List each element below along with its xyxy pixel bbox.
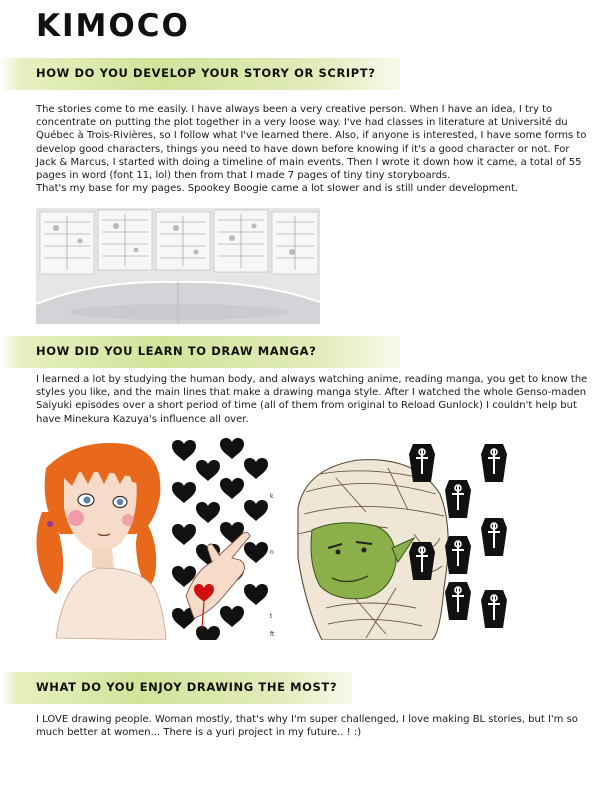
section-2-paragraph-1: I learned a lot by studying the human body, and always watching anime, reading manga, you get to know the styles you like, and the main lines that make a drawing manga style. After I watched the whole Genso-maden Saiyuki episodes over a short period of time (all of them from original to Reload Gunlock) I couldn't help but have Minekura Kazuya's influence all over. — [36, 374, 588, 425]
section-2-heading: HOW DID YOU LEARN TO DRAW MANGA? — [36, 344, 317, 358]
section-3-heading: WHAT DO YOU ENJOY DRAWING THE MOST? — [36, 680, 338, 694]
storyboard-photo-illustration — [36, 208, 320, 324]
section-1-body — [36, 103, 592, 195]
art-letter-n: n — [270, 549, 274, 556]
art-letter-ft: ft — [270, 631, 275, 638]
manga-artwork-illustration — [36, 438, 528, 640]
section-1-paragraph-1: The stories come to me easily. I have always been a very creative person. When I have an idea, I try to concentrate on putting the plot together in a very loose way. I've had classes in literature at Université du Québec à Trois-Rivières, so I follow what I've learned there. Also, if anyone is interested, I have some forms to develop good characters, things you need to have down before knowing if it's a good character or not. For Jack & Marcus, I started with doing a timeline of main events. Then I wrote it down how it came, a total of 55 pages in word (font 11, lol) then from that I made 7 pages of tiny tiny storyboards. — [36, 104, 587, 182]
section-3-paragraph-1: I LOVE drawing people. Woman mostly, that's why I'm super challenged, I love making BL stories, but I'm so much better at women... There is a yuri project in my future.. ! :) — [36, 714, 578, 739]
page-title: KIMOCO — [36, 8, 190, 44]
section-2-header-band — [0, 336, 400, 368]
section-3-header-band — [0, 672, 352, 704]
art-letter-k: k — [270, 493, 274, 500]
section-1-heading: HOW DO YOU DEVELOP YOUR STORY OR SCRIPT? — [36, 66, 376, 80]
section-1-header-band — [0, 58, 400, 90]
art-letter-t: t — [270, 613, 273, 620]
storyboard-photo — [36, 208, 320, 324]
section-3-body — [36, 713, 592, 739]
manga-artwork — [36, 438, 528, 640]
section-1-paragraph-2: That's my base for my pages. Spookey Boogie came a lot slower and is still under development. — [36, 183, 519, 195]
section-2-body — [36, 373, 592, 426]
